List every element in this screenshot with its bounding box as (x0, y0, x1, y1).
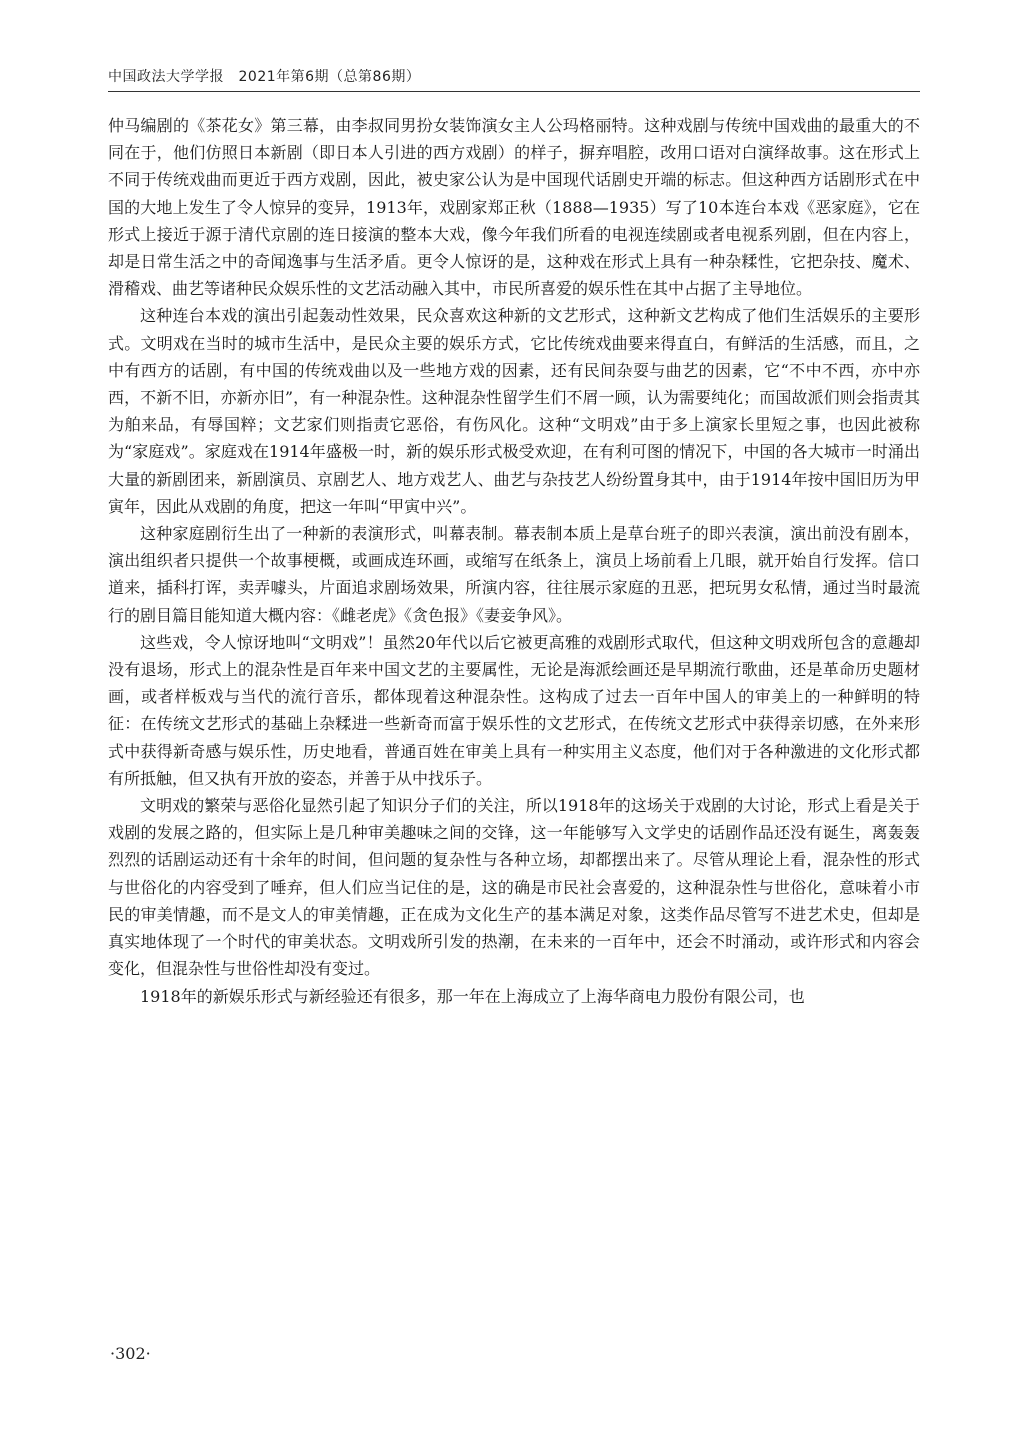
page-number: ·302· (110, 1344, 151, 1363)
paragraph: 这种连台本戏的演出引起轰动性效果，民众喜欢这种新的文艺形式，这种新文艺构成了他们生活娱乐的主要形式。文明戏在当时的城市生活中，是民众主要的娱乐方式，它比传统戏曲要来得直白，有鲜活的生活感，而且，之中有西方的话剧，有中国的传统戏曲以及一些地方戏的因素，还有民间杂耍与曲艺的因素，它“不中不西，亦中亦西，不新不旧，亦新亦旧”，有一种混杂性。这种混杂性留学生们不屑一顾，认为需要纯化；而国故派们则会指责其为舶来品，有辱国粹；文艺家们则指责它恶俗，有伤风化。这种“文明戏”由于多上演家长里短之事，也因此被称为“家庭戏”。家庭戏在1914年盛极一时，新的娱乐形式极受欢迎，在有利可图的情况下，中国的各大城市一时涌出大量的新剧团来，新剧演员、京剧艺人、地方戏艺人、曲艺与杂技艺人纷纷置身其中，由于1914年按中国旧历为甲寅年，因此从戏剧的角度，把这一年叫“甲寅中兴”。 (108, 306, 920, 516)
paragraph: 仲马编剧的《茶花女》第三幕，由李叔同男扮女装饰演女主人公玛格丽特。这种戏剧与传统中国戏曲的最重大的不同在于，他们仿照日本新剧（即日本人引进的西方戏剧）的样子，摒弃唱腔，改用口语对白演绎故事。这在形式上不同于传统戏曲而更近于西方戏剧，因此，被史家公认为是中国现代话剧史开端的标志。但这种西方话剧形式在中国的大地上发生了令人惊异的变异，1913年，戏剧家郑正秋（1888—1935）写了10本连台本戏《恶家庭》，它在形式上接近于源于清代京剧的连日接演的整本大戏，像今年我们所看的电视连续剧或者电视系列剧，但在内容上，却是日常生活之中的奇闻逸事与生活矛盾。更令人惊讶的是，这种戏在形式上具有一种杂糅性，它把杂技、魔术、滑稽戏、曲艺等诸种民众娱乐性的文艺活动融入其中，市民所喜爱的娱乐性在其中占据了主导地位。 (108, 116, 920, 299)
header-rule (108, 91, 920, 92)
paragraph: 这些戏，令人惊讶地叫“文明戏”！虽然20年代以后它被更高雅的戏剧形式取代，但这种文明戏所包含的意趣却没有退场，形式上的混杂性是百年来中国文艺的主要属性，无论是海派绘画还是早期流行歌曲，还是革命历史题材画，或者样板戏与当代的流行音乐，都体现着这种混杂性。这构成了过去一百年中国人的审美上的一种鲜明的特征：在传统文艺形式的基础上杂糅进一些新奇而富于娱乐性的文艺形式，在传统文艺形式中获得亲切感，在外来形式中获得新奇感与娱乐性，历史地看，普通百姓在审美上具有一种实用主义态度，他们对于各种激进的文化形式都有所抵触，但又执有开放的姿态，并善于从中找乐子。 (108, 632, 920, 788)
running-header: 中国政法大学学报 2021年第6期（总第86期） (108, 69, 421, 85)
paragraph: 这种家庭剧衍生出了一种新的表演形式，叫幕表制。幕表制本质上是草台班子的即兴表演，演出前没有剧本，演出组织者只提供一个故事梗概，或画成连环画，或缩写在纸条上，演员上场前看上几眼，就开始自行发挥。信口道来，插科打诨，卖弄噱头，片面追求剧场效果，所演内容，往往展示家庭的丑恶，把玩男女私情，通过当时最流行的剧目篇目能知道大概内容：《雌老虎》《贪色报》《妻妾争风》。 (108, 524, 920, 625)
paragraph: 文明戏的繁荣与恶俗化显然引起了知识分子们的关注，所以1918年的这场关于戏剧的大讨论，形式上看是关于戏剧的发展之路的，但实际上是几种审美趣味之间的交锋，这一年能够写入文学史的话剧作品还没有诞生，离轰轰烈烈的话剧运动还有十余年的时间，但问题的复杂性与各种立场，却都摆出来了。尽管从理论上看，混杂性的形式与世俗化的内容受到了唾弃，但人们应当记住的是，这的确是市民社会喜爱的，这种混杂性与世俗化，意味着小市民的审美情趣，而不是文人的审美情趣，正在成为文化生产的基本满足对象，这类作品尽管写不进艺术史，但却是真实地体现了一个时代的审美状态。文明戏所引发的热潮，在未来的一百年中，还会不时涌动，或许形式和内容会变化，但混杂性与世俗性却没有变过。 (108, 796, 920, 979)
paragraph: 1918年的新娱乐形式与新经验还有很多，那一年在上海成立了上海华商电力股份有限公司，也 (140, 986, 805, 1006)
article-body (108, 112, 920, 1010)
